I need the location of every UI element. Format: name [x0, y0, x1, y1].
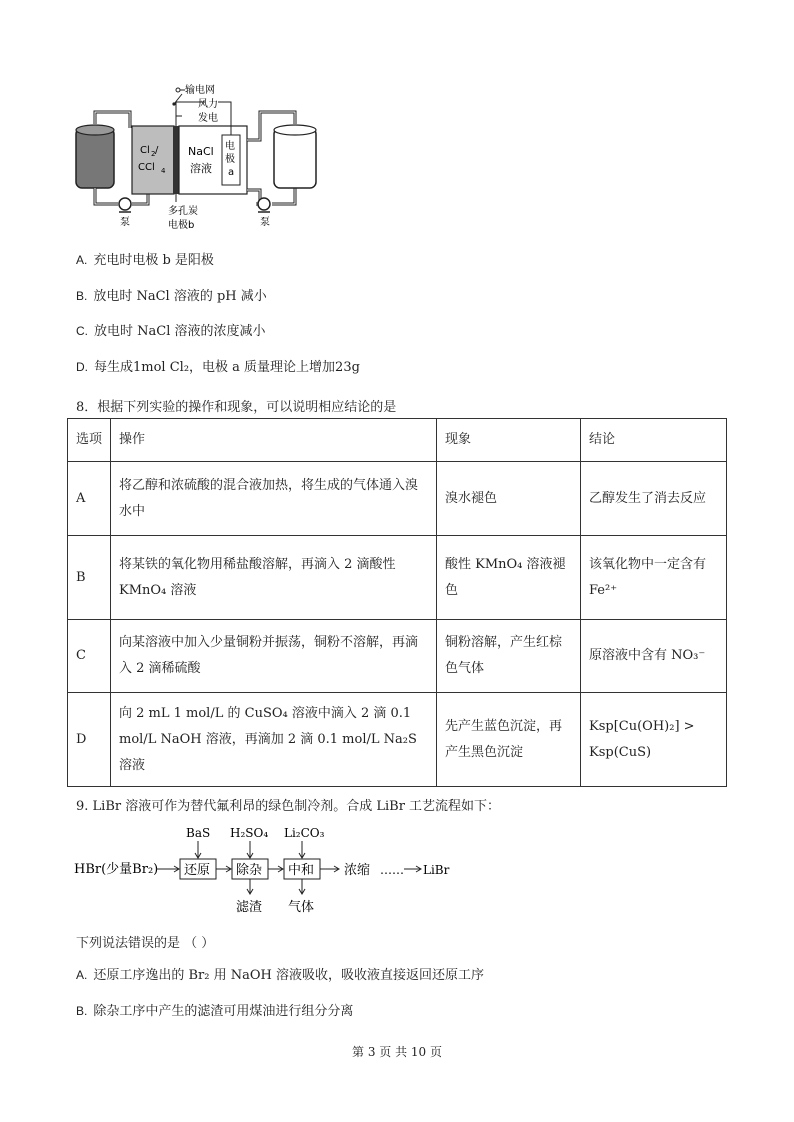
- header-phenomenon: 现象: [437, 419, 581, 462]
- flow-concentrate: 浓缩: [344, 863, 371, 878]
- row-operation: 向 2 mL 1 mol/L 的 CuSO₄ 溶液中滴入 2 滴 0.1 mol/L NaOH 溶液，再滴加 2 滴 0.1 mol/L Na₂S 溶液: [111, 693, 437, 787]
- svg-text:NaCl: NaCl: [188, 145, 214, 158]
- left-pump: [119, 198, 131, 210]
- row-option: D: [68, 693, 111, 787]
- row-conclusion: 原溶液中含有 NO₃⁻: [581, 620, 727, 693]
- flow-dots: ……: [380, 863, 404, 877]
- q8-experiment-table: [67, 418, 727, 787]
- q7-option-a: A. 充电时电极 b 是阳极: [76, 253, 214, 268]
- svg-text:发电: 发电: [198, 113, 218, 124]
- svg-text:极: 极: [225, 154, 235, 165]
- row-conclusion: 该氧化物中一定含有 Fe²⁺: [581, 536, 727, 620]
- table-row: [68, 620, 727, 693]
- svg-text:电: 电: [225, 141, 235, 152]
- row-option: C: [68, 620, 111, 693]
- header-option: 选项: [68, 419, 111, 462]
- svg-text:/: /: [155, 145, 159, 156]
- table-row: [68, 536, 727, 620]
- row-operation: 将乙醇和浓硫酸的混合液加热，将生成的气体通入溴水中: [111, 462, 437, 536]
- header-conclusion: 结论: [581, 419, 727, 462]
- grid-label: 输电网: [185, 85, 215, 96]
- q7-option-d: D. 每生成1mol Cl₂，电极 a 质量理论上增加23g: [76, 360, 360, 375]
- row-conclusion: 乙醇发生了消去反应: [581, 462, 727, 536]
- q7-option-c: C. 放电时 NaCl 溶液的浓度减小: [76, 324, 266, 339]
- row-conclusion: Ksp[Cu(OH)₂] > Ksp(CuS): [581, 693, 727, 787]
- output-gas: 气体: [288, 900, 315, 915]
- svg-text:风力: 风力: [198, 99, 218, 110]
- reagent-li2co3: Li₂CO₃: [284, 826, 325, 840]
- libr-process-flowchart: [74, 823, 474, 915]
- cell-left-chamber: [132, 126, 174, 194]
- row-operation: 向某溶液中加入少量铜粉并振荡，铜粉不溶解，再滴入 2 滴稀硫酸: [111, 620, 437, 693]
- reagent-h2so4: H₂SO₄: [230, 826, 269, 840]
- page-footer: 第 3 页 共 10 页: [352, 1045, 442, 1059]
- step-reduction: 还原: [184, 863, 211, 878]
- svg-text:2: 2: [151, 150, 156, 158]
- porous-carbon-electrode-b: [173, 126, 179, 194]
- row-option: B: [68, 536, 111, 620]
- svg-text:泵: 泵: [260, 217, 270, 228]
- row-option: A: [68, 462, 111, 536]
- right-pump: [258, 198, 270, 210]
- q9-option-a: A. 还原工序逸出的 Br₂ 用 NaOH 溶液吸收，吸收液直接返回还原工序: [76, 968, 484, 983]
- svg-text:a: a: [228, 167, 235, 178]
- step-purification: 除杂: [236, 863, 263, 878]
- left-storage-tank: [76, 128, 114, 188]
- q8-stem: 8．根据下列实验的操作和现象，可以说明相应结论的是: [76, 400, 397, 415]
- row-phenomenon: 铜粉溶解，产生红棕色气体: [437, 620, 581, 693]
- row-phenomenon: 先产生蓝色沉淀，再产生黑色沉淀: [437, 693, 581, 787]
- svg-text:溶液: 溶液: [190, 162, 212, 175]
- table-header-row: [68, 419, 727, 462]
- q7-option-b: B. 放电时 NaCl 溶液的 pH 减小: [76, 289, 267, 304]
- right-storage-tank: [274, 128, 316, 188]
- q9-stem: 9. LiBr 溶液可作为替代氟利昂的绿色制冷剂。合成 LiBr 工艺流程如下：: [76, 799, 501, 814]
- svg-text:CCl: CCl: [138, 162, 155, 173]
- row-operation: 将某铁的氧化物用稀盐酸溶解，再滴入 2 滴酸性 KMnO₄ 溶液: [111, 536, 437, 620]
- table-row: [68, 693, 727, 787]
- flow-product: LiBr: [423, 863, 450, 877]
- svg-text:多孔炭: 多孔炭: [168, 206, 198, 217]
- q9-question: 下列说法错误的是 （ ）: [76, 936, 215, 951]
- header-operation: 操作: [111, 419, 437, 462]
- flow-input: HBr(少量Br₂): [74, 862, 159, 877]
- row-phenomenon: 溴水褪色: [437, 462, 581, 536]
- left-pump-label: 泵: [120, 217, 130, 228]
- svg-text:电极b: 电极b: [168, 220, 195, 230]
- reagent-bas: BaS: [186, 826, 211, 840]
- step-neutralization: 中和: [288, 863, 315, 878]
- q9-option-b: B. 除杂工序中产生的滤渣可用煤油进行组分分离: [76, 1004, 354, 1019]
- svg-text:4: 4: [161, 167, 166, 175]
- output-filter-residue: 滤渣: [236, 900, 263, 915]
- row-phenomenon: 酸性 KMnO₄ 溶液褪色: [437, 536, 581, 620]
- svg-text:Cl: Cl: [140, 145, 150, 156]
- electrolysis-cell-diagram: [70, 80, 340, 230]
- table-row: [68, 462, 727, 536]
